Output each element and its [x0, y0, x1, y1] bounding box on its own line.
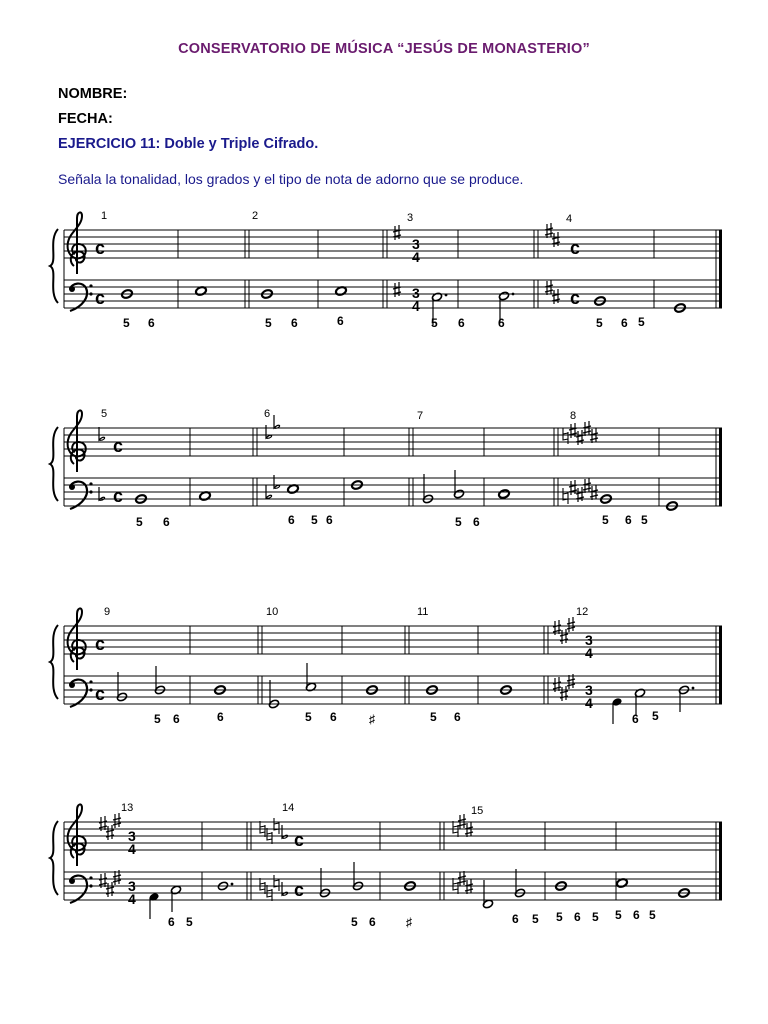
- exercise-number: 15: [471, 805, 484, 817]
- figured-bass-numeral: 6: [512, 912, 519, 926]
- figured-bass-numeral: 6: [625, 513, 632, 527]
- exercise-number: 4: [566, 213, 573, 225]
- exercise-number: 14: [282, 802, 295, 814]
- exercise-number: 6: [264, 408, 271, 420]
- figured-bass-numeral: 6: [337, 314, 344, 328]
- exercise-number: 13: [121, 802, 134, 814]
- exercise-labels: [101, 210, 659, 929]
- figured-bass-numeral: 5: [638, 315, 645, 329]
- date-label: FECHA:: [58, 111, 113, 127]
- svg-text:c: c: [113, 436, 124, 456]
- exercise-number: 3: [407, 212, 414, 224]
- figured-bass-numeral: 6: [330, 710, 337, 724]
- figured-bass-numeral: 5: [641, 513, 648, 527]
- exercise-number: 12: [576, 606, 589, 618]
- figured-bass-numeral: 5: [123, 316, 130, 330]
- svg-text:c: c: [294, 830, 305, 850]
- exercise-number: 11: [417, 606, 429, 618]
- exercise-number: 8: [570, 410, 577, 422]
- figured-bass-numeral: 6: [163, 515, 170, 529]
- figured-bass-numeral: 6: [632, 712, 639, 726]
- figured-bass-numeral: 6: [291, 316, 298, 330]
- figured-bass-numeral: 5: [136, 515, 143, 529]
- exercise-number: 9: [104, 606, 111, 618]
- conservatory-title: CONSERVATORIO DE MÚSICA “JESÚS DE MONASTERIO”: [178, 41, 590, 57]
- exercise-title: EJERCICIO 11: Doble y Triple Cifrado.: [58, 136, 319, 152]
- figured-bass-numeral: 5: [602, 513, 609, 527]
- figured-bass-numeral: 5: [615, 908, 622, 922]
- svg-text:c: c: [95, 288, 106, 308]
- svg-text:4: 4: [412, 249, 420, 265]
- figured-bass-numeral: 5: [596, 316, 603, 330]
- figured-bass-numeral: 5: [431, 316, 438, 330]
- figured-bass-numeral: 5: [652, 709, 659, 723]
- figured-bass-numeral: 5: [186, 915, 193, 929]
- figured-bass-numeral: 5: [592, 910, 599, 924]
- exercise-number: 1: [101, 210, 108, 222]
- figured-bass-numeral: 6: [369, 915, 376, 929]
- figured-bass-numeral: 6: [288, 513, 295, 527]
- exercise-number: 2: [252, 210, 259, 222]
- figured-bass-numeral: 6: [168, 915, 175, 929]
- figured-bass-numeral: ♯: [406, 915, 412, 929]
- svg-text:c: c: [95, 238, 106, 258]
- svg-text:c: c: [113, 486, 124, 506]
- svg-text:3: 3: [585, 682, 593, 698]
- figured-bass-numeral: 6: [498, 316, 505, 330]
- svg-text:3: 3: [412, 236, 420, 252]
- figured-bass-numeral: 5: [532, 912, 539, 926]
- figured-bass-numeral: 6: [621, 316, 628, 330]
- figured-bass-numeral: 5: [455, 515, 462, 529]
- music-system: [50, 212, 722, 325]
- music-system: [50, 410, 722, 511]
- svg-text:c: c: [570, 238, 581, 258]
- exercise-number: 10: [266, 606, 279, 618]
- figured-bass-numeral: 5: [649, 908, 656, 922]
- figured-bass-numeral: 5: [556, 910, 563, 924]
- figured-bass-numeral: 6: [173, 712, 180, 726]
- figured-bass-numeral: 5: [351, 915, 358, 929]
- brace: [50, 229, 58, 303]
- svg-text:3: 3: [128, 828, 136, 844]
- svg-text:4: 4: [585, 645, 593, 661]
- svg-text:c: c: [95, 634, 106, 654]
- svg-text:4: 4: [128, 891, 136, 907]
- figured-bass-numeral: 6: [326, 513, 333, 527]
- svg-text:c: c: [570, 288, 581, 308]
- music-system: [50, 608, 722, 724]
- svg-text:3: 3: [585, 632, 593, 648]
- music-system: [50, 804, 722, 919]
- figured-bass-numeral: 6: [458, 316, 465, 330]
- svg-text:c: c: [95, 684, 106, 704]
- exercise-number: 7: [417, 410, 424, 422]
- treble-staff: [64, 230, 722, 258]
- svg-text:3: 3: [128, 878, 136, 894]
- svg-text:4: 4: [412, 298, 420, 314]
- exercise-number: 5: [101, 408, 108, 420]
- figured-bass-numeral: 5: [311, 513, 318, 527]
- bass-staff: [64, 280, 722, 308]
- figured-bass-numeral: 5: [154, 712, 161, 726]
- figured-bass-numeral: 6: [148, 316, 155, 330]
- svg-text:3: 3: [412, 285, 420, 301]
- svg-text:4: 4: [585, 695, 593, 711]
- figured-bass-numeral: 6: [473, 515, 480, 529]
- instruction-text: Señala la tonalidad, los grados y el tipo de nota de adorno que se produce.: [58, 171, 524, 187]
- figured-bass-numeral: 6: [574, 910, 581, 924]
- figured-bass-numeral: 6: [217, 710, 224, 724]
- barlines: [64, 230, 716, 308]
- svg-text:4: 4: [128, 841, 136, 857]
- figured-bass-numeral: ♯: [369, 712, 375, 726]
- figured-bass-numeral: 6: [633, 908, 640, 922]
- figured-bass-numeral: 5: [430, 710, 437, 724]
- figured-bass-numeral: 6: [454, 710, 461, 724]
- figured-bass-numeral: 5: [265, 316, 272, 330]
- name-label: NOMBRE:: [58, 86, 128, 102]
- svg-text:c: c: [294, 880, 305, 900]
- figured-bass-numeral: 5: [305, 710, 312, 724]
